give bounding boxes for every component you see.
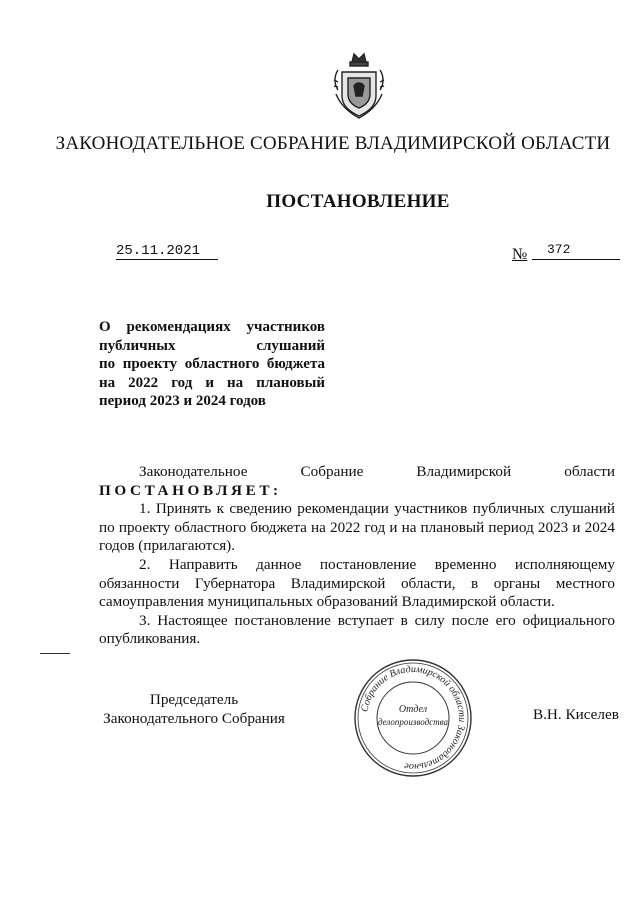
document-subject <box>99 318 325 411</box>
subject-line: период 2023 и 2024 годов <box>99 393 266 410</box>
subject-line: на 2022 год и на плановый <box>99 374 325 391</box>
official-stamp <box>352 657 474 779</box>
clause-3: 3. Настоящее постановление вступает в силу после его официального опубликования. <box>99 611 615 648</box>
clause-2: 2. Направить данное постановление временно исполняющему обязанности Губернатора Владимирской области, в органы местного самоуправления муниципальных образований Владимирской области. <box>99 555 615 611</box>
clause-1: 1. Принять к сведению рекомендации участников публичных слушаний по проекту областного бюджета на 2022 год и на плановый период 2023 и 2024 годов (прилагаются). <box>99 500 615 555</box>
preamble: Законодательное Собрание Владимирской области <box>139 463 615 480</box>
document-body <box>99 463 615 649</box>
stamp-center-line: делопроизводства <box>377 717 449 727</box>
document-date: 25.11.2021 <box>116 243 218 260</box>
subject-line: публичных слушаний <box>99 337 325 354</box>
stamp-ring-text: Собрание Владимирской области Законодательное <box>359 663 468 773</box>
signatory-title <box>99 690 289 728</box>
subject-line: О рекомендациях участников <box>99 319 325 335</box>
document-number: 372 <box>532 241 620 260</box>
document-type: ПОСТАНОВЛЕНИЕ <box>266 191 450 212</box>
signatory-title-line: Председатель <box>149 691 239 708</box>
stamp-center-line: Отдел <box>398 704 428 715</box>
subject-line: по проекту областного бюджета <box>99 356 325 373</box>
margin-mark <box>40 653 70 654</box>
coat-of-arms-emblem <box>330 50 388 122</box>
signatory-name: В.Н. Киселев <box>533 706 619 723</box>
organization-title: ЗАКОНОДАТЕЛЬНОЕ СОБРАНИЕ ВЛАДИМИРСКОЙ ОБЛАСТИ <box>55 133 611 154</box>
number-label: № <box>512 246 528 263</box>
signatory-title-line: Законодательного Собрания <box>103 710 285 727</box>
decrees-heading: ПОСТАНОВЛЯЕТ: <box>99 481 282 499</box>
